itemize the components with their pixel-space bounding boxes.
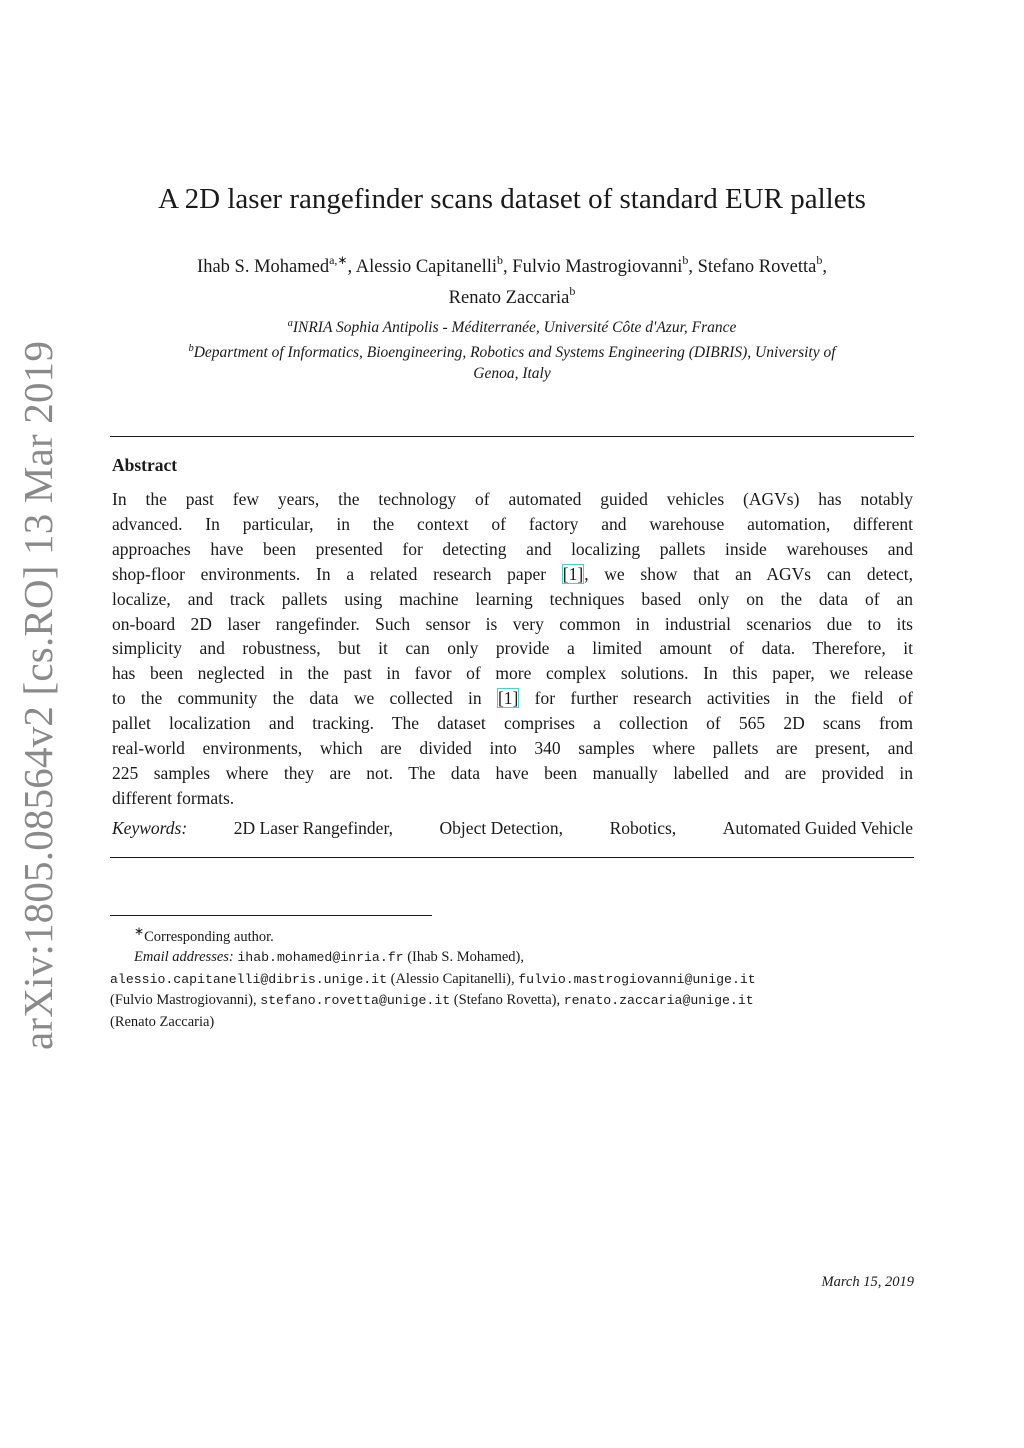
abstract-line: pallet localization and tracking. The dataset comprises a collection of 565 2D scans from — [112, 713, 913, 734]
email-link[interactable]: ihab.mohamed@inria.fr — [237, 950, 404, 966]
footnote-emails-line-1 — [110, 947, 920, 969]
abstract-line: simplicity and robustness, but it can only provide a limited amount of data. Therefore, it — [112, 638, 913, 659]
author-name: Stefano Rovetta — [697, 257, 817, 278]
affiliation-text: Department of Informatics, Bioengineering, Robotics and Systems Engineering (DIBRIS), University of — [193, 344, 836, 362]
abstract-line: real-world environments, which are divided into 340 samples where pallets are present, and — [112, 738, 913, 759]
keyword: Object Detection, — [439, 818, 563, 838]
abstract-bottom-rule — [110, 857, 914, 858]
citation-link[interactable]: [1] — [497, 688, 519, 709]
author-affil-mark: a,∗ — [329, 253, 348, 267]
abstract-text: , we show that an AGVs can detect, — [584, 563, 914, 584]
footnote-corresponding — [110, 921, 920, 947]
email-label: Email addresses: — [134, 949, 234, 966]
affiliation-mark: b — [188, 343, 194, 355]
footnote-emails-line-4 — [110, 1012, 920, 1033]
author-affil-mark: b — [682, 253, 689, 267]
preprint-date: March 15, 2019 — [821, 1274, 914, 1290]
email-owner: (Stefano Rovetta), — [450, 992, 564, 1009]
keywords-label: Keywords: — [112, 818, 188, 838]
affiliations — [110, 313, 914, 384]
author-name: Renato Zaccaria — [448, 288, 570, 309]
affiliation-text: INRIA Sophia Antipolis - Méditerranée, Université Côte d'Azur, France — [292, 319, 737, 337]
abstract-line: has been neglected in the past in favor of more complex solutions. In this paper, we release — [112, 663, 913, 684]
author-name: Ihab S. Mohamed — [197, 257, 330, 278]
citation-link[interactable]: [1] — [562, 563, 584, 584]
author-name: Alessio Capitanelli — [355, 257, 498, 278]
author-line-2 — [110, 280, 914, 311]
abstract-line: approaches have been presented for detecting and localizing pallets inside warehouses and — [112, 538, 913, 559]
arxiv-identifier-stamp: arXiv:1805.08564v2 [cs.RO] 13 Mar 2019 — [15, 340, 61, 1050]
abstract-line: In the past few years, the technology of automated guided vehicles (AGVs) has notably — [112, 489, 913, 509]
author-line-1: Ihab S. Mohamed$^{a,∗}$, Alessio Capitanelli$^b$, Fulvio Mastrogiovanni$^b$, Stefano Rovetta$^b$, — [197, 253, 827, 278]
email-owner: (Fulvio Mastrogiovanni), — [110, 992, 261, 1009]
abstract-line — [112, 562, 913, 587]
keyword: Robotics, — [609, 818, 677, 838]
affiliation-b — [110, 338, 914, 363]
email-owner: (Alessio Capitanelli), — [386, 970, 519, 987]
email-link[interactable]: alessio.capitanelli@dibris.unige.it — [110, 971, 387, 987]
email-owner: (Renato Zaccaria) — [110, 1013, 215, 1030]
abstract-line: advanced. In particular, in the context of factory and warehouse automation, different — [112, 513, 913, 534]
author-affil-mark: b — [497, 253, 504, 267]
author-list — [110, 249, 914, 311]
abstract-heading: Abstract — [112, 455, 178, 475]
abstract-text: to the community the data we collected in — [112, 688, 497, 709]
abstract-text: for further research activities in the field of — [519, 688, 913, 709]
footnote-mark: ∗ — [134, 924, 145, 938]
paper-title: A 2D laser rangefinder scans dataset of standard EUR pallets — [158, 183, 866, 215]
email-owner: (Ihab S. Mohamed), — [403, 949, 524, 966]
abstract-line: 225 samples where they are not. The data have been manually labelled and are provided in — [112, 762, 913, 783]
email-link[interactable]: fulvio.mastrogiovanni@unige.it — [518, 971, 756, 987]
abstract-line — [112, 686, 913, 711]
email-link[interactable]: renato.zaccaria@unige.it — [563, 993, 754, 1009]
keyword: 2D Laser Rangefinder, — [233, 818, 393, 838]
abstract-line: localize, and track pallets using machine learning techniques based only on the data of an — [112, 588, 913, 609]
footnote-text: Corresponding author. — [144, 928, 274, 945]
footnote-emails-line-3 — [110, 990, 920, 1012]
abstract-line: on-board 2D laser rangefinder. Such sensor is very common in industrial scenarios due to its — [112, 613, 913, 634]
abstract-top-rule — [110, 436, 914, 437]
email-link[interactable]: stefano.rovetta@unige.it — [260, 993, 451, 1009]
affiliation-a — [110, 313, 914, 338]
affiliation-b-cont: Genoa, Italy — [473, 365, 551, 383]
keyword: Automated Guided Vehicle — [722, 818, 913, 838]
author-affil-mark: b — [569, 284, 576, 299]
footnote-emails-line-2 — [110, 969, 920, 991]
abstract-text: shop-floor environments. In a related research paper — [112, 563, 562, 584]
abstract-line: different formats. — [112, 787, 235, 808]
author-name: Fulvio Mastrogiovanni — [512, 257, 683, 278]
footnote-rule — [110, 915, 432, 916]
footnote — [110, 921, 920, 1032]
abstract-body — [112, 487, 913, 811]
author-affil-mark: b — [816, 253, 823, 267]
keywords — [112, 818, 913, 839]
affiliation-mark: a — [287, 318, 293, 329]
